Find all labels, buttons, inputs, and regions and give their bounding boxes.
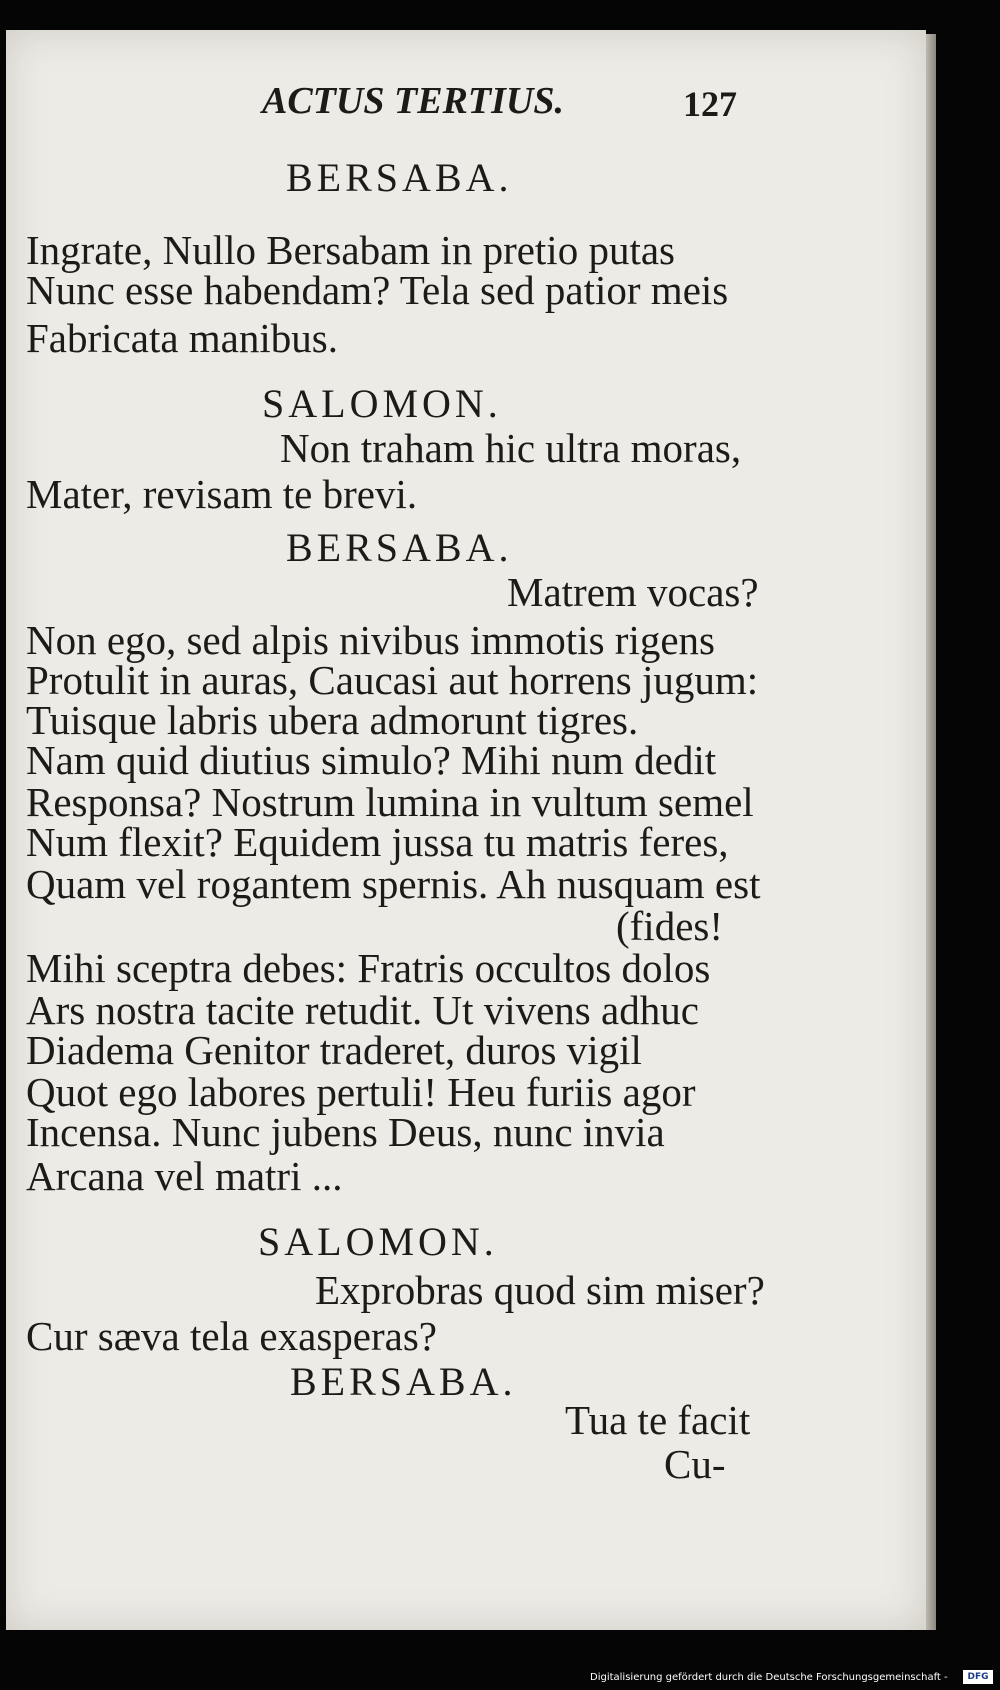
verse-line: Responsa? Nostrum lumina in vultum semel	[26, 779, 754, 825]
page-number: 127	[683, 84, 737, 124]
verse-line: Num flexit? Equidem jussa tu matris feres,	[26, 819, 729, 865]
verse-line: Diadema Genitor traderet, duros vigil	[26, 1027, 642, 1073]
verse-line: Ingrate, Nullo Bersabam in pretio putas	[26, 227, 675, 273]
verse-line: Matrem vocas?	[507, 569, 759, 615]
digitization-credit: Digitalisierung gefördert durch die Deutsche Forschungsgemeinschaft -	[590, 1672, 948, 1683]
verse-line: Tuisque labris ubera admorunt tigres.	[26, 697, 639, 743]
catchword: Cu-	[664, 1441, 726, 1487]
verse-line: Non ego, sed alpis nivibus immotis rigens	[26, 617, 715, 663]
speaker-name: SALOMON.	[262, 381, 502, 426]
verse-line: Exprobras quod sim miser?	[315, 1267, 765, 1313]
dfg-logo: DFG	[963, 1670, 993, 1684]
verse-line: Cur sæva tela exasperas?	[26, 1313, 437, 1359]
verse-line: Non traham hic ultra moras,	[280, 425, 742, 471]
running-title: ACTUS TERTIUS.	[262, 80, 564, 122]
speaker-name: SALOMON.	[258, 1219, 498, 1264]
verse-line: Quam vel rogantem spernis. Ah nusquam est	[26, 861, 761, 907]
verse-line: Protulit in auras, Caucasi aut horrens jugum:	[26, 657, 759, 703]
verse-line: Tua te facit	[565, 1397, 751, 1443]
verse-line: Mater, revisam te brevi.	[26, 471, 418, 517]
verse-line: Quot ego labores pertuli! Heu furiis agor	[26, 1069, 696, 1115]
verse-line: Fabricata manibus.	[26, 315, 338, 361]
verse-line: Ars nostra tacite retudit. Ut vivens adhuc	[26, 987, 699, 1033]
speaker-name: BERSABA.	[290, 1359, 517, 1404]
verse-line: Nunc esse habendam? Tela sed patior meis	[26, 267, 729, 313]
speaker-name: BERSABA.	[286, 155, 513, 200]
verse-line: Incensa. Nunc jubens Deus, nunc invia	[26, 1109, 665, 1155]
page-edge	[926, 34, 936, 1630]
speaker-name: BERSABA.	[286, 525, 513, 570]
verse-line: (fides!	[616, 903, 724, 949]
verse-line: Nam quid diutius simulo? Mihi num dedit	[26, 737, 717, 783]
verse-line: Arcana vel matri ...	[26, 1153, 343, 1199]
verse-line: Mihi sceptra debes: Fratris occultos dolos	[26, 945, 711, 991]
